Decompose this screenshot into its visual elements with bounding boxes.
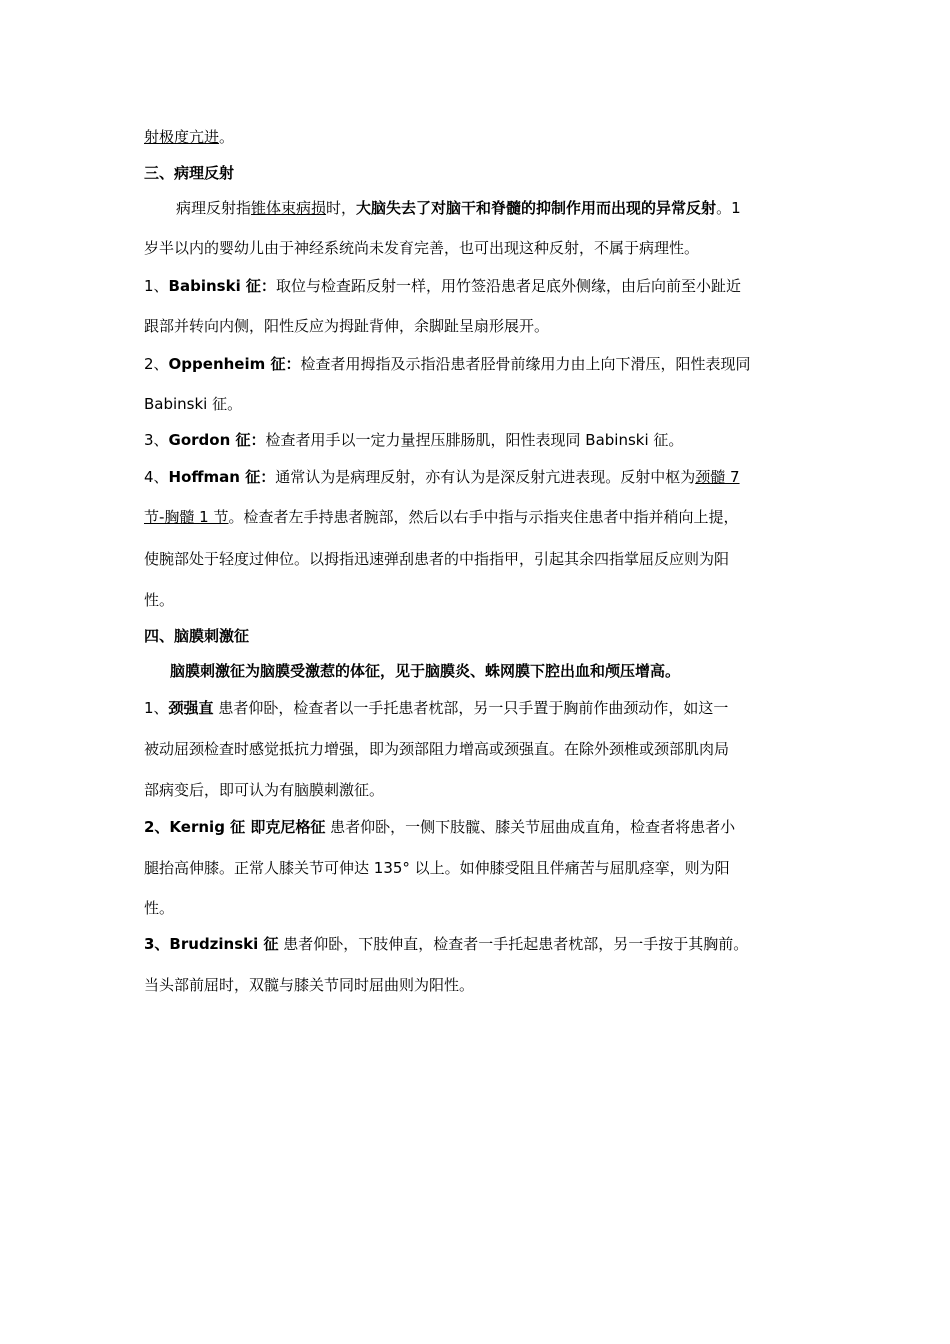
section-heading-4: 四、脑膜刺激征 [144, 627, 250, 645]
text-line: 性。 [144, 591, 175, 609]
item-number: 4、 [144, 468, 169, 486]
text-line [144, 127, 234, 147]
sign-name: 颈强直 [168, 699, 214, 717]
text: 检查者用拇指及示指沿患者胫骨前缘用力由上向下滑压，阳性表现同 [300, 355, 751, 373]
text: 。检查者左手持患者腕部，然后以右手中指与示指夹住患者中指并稍向上提， [228, 508, 739, 526]
text: 患者仰卧，检查者以一手托患者枕部，另一只手置于胸前作曲颈动作，如这一 [213, 699, 729, 717]
text-line [144, 276, 741, 296]
sign-name: Hoffman 征： [168, 468, 276, 486]
text-line: 岁半以内的婴幼儿由于神经系统尚未发育完善，也可出现这种反射，不属于病理性。 [144, 239, 700, 257]
text: 。1 [716, 199, 741, 217]
text-line: Babinski 征。 [144, 395, 243, 413]
text-line [144, 507, 739, 527]
sign-name: 3、Brudzinski 征 [144, 935, 279, 953]
underlined-term: 射极度亢进 [144, 128, 220, 146]
text-line: 腿抬高伸膝。正常人膝关节可伸达 135° 以上。如伸膝受阻且伴痛苦与屈肌痉挛，则为阳 [144, 859, 730, 877]
text-line [144, 817, 735, 837]
sign-name: 2、Kernig 征 即克尼格征 [144, 818, 326, 836]
text: 病理反射指 [176, 199, 252, 217]
text: 患者仰卧，一侧下肢髋、膝关节屈曲成直角，检查者将患者小 [325, 818, 736, 836]
text-line [144, 698, 728, 718]
text: 检查者用手以一定力量捏压腓肠肌，阳性表现同 Babinski 征。 [265, 431, 684, 449]
section-heading-3: 三、病理反射 [144, 164, 235, 182]
underlined-term: 锥体束病损 [251, 199, 327, 217]
text: 时， [326, 199, 357, 217]
text-line [144, 467, 740, 487]
text-line: 部病变后，即可认为有脑膜刺激征。 [144, 781, 385, 799]
item-number: 1、 [144, 699, 169, 717]
underlined-term: 颈髓 7 [695, 468, 740, 486]
text-line: 跟部并转向内侧，阳性反应为拇趾背伸，余脚趾呈扇形展开。 [144, 317, 550, 335]
text: 患者仰卧，下肢伸直，检查者一手托起患者枕部，另一手按于其胸前。 [278, 935, 749, 953]
sign-name: Oppenheim 征： [168, 355, 301, 373]
text: 取位与检查跖反射一样，用竹签沿患者足底外侧缘，由后向前至小趾近 [275, 277, 741, 295]
bold-text: 大脑失去了对脑干和脊髓的抑制作用而出现的异常反射 [356, 199, 717, 217]
item-number: 1、 [144, 277, 169, 295]
sign-name: Gordon 征： [168, 431, 266, 449]
text-line [144, 430, 683, 450]
sign-name: Babinski 征： [168, 277, 276, 295]
underlined-term: 节-胸髓 1 节 [144, 508, 229, 526]
text-line: 被动屈颈检查时感觉抵抗力增强，即为颈部阻力增高或颈强直。在除外颈椎或颈部肌肉局 [144, 740, 730, 758]
text-line: 性。 [144, 899, 175, 917]
item-number: 2、 [144, 355, 169, 373]
text: 。 [219, 128, 235, 146]
text-line: 使腕部处于轻度过伸位。以拇指迅速弹刮患者的中指指甲，引起其余四指掌屈反应则为阳 [144, 550, 730, 568]
bold-paragraph: 脑膜刺激征为脑膜受激惹的体征，见于脑膜炎、蛛网膜下腔出血和颅压增高。 [170, 662, 681, 680]
text-line [176, 198, 741, 218]
text-line [144, 934, 748, 954]
text-line [144, 354, 751, 374]
text-line: 当头部前屈时，双髋与膝关节同时屈曲则为阳性。 [144, 976, 475, 994]
text: 通常认为是病理反射，亦有认为是深反射亢进表现。反射中枢为 [275, 468, 696, 486]
item-number: 3、 [144, 431, 169, 449]
